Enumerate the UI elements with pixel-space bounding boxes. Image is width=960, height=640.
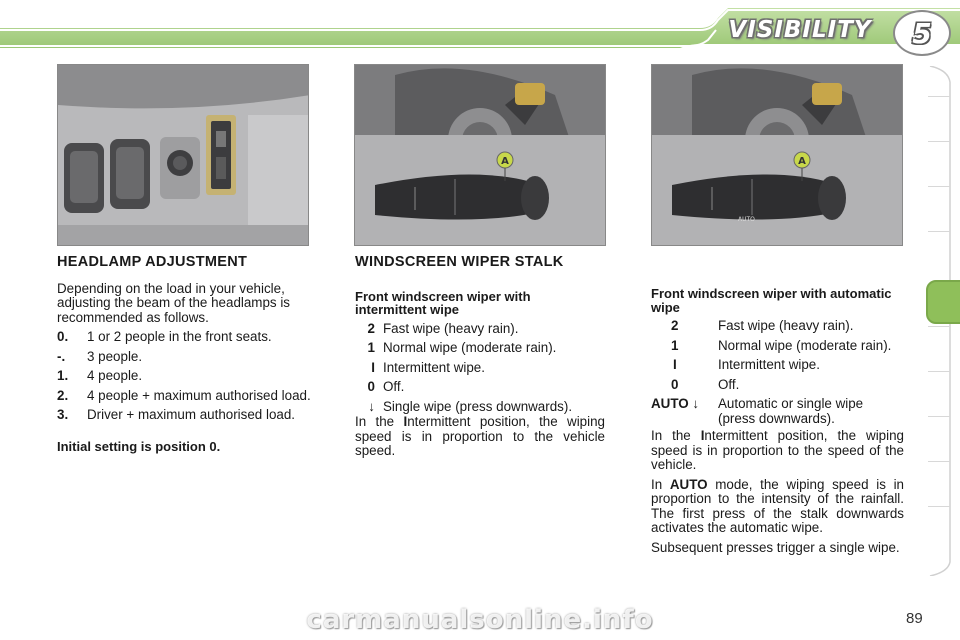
list-item (57, 389, 311, 404)
list-item (355, 322, 605, 337)
callout-label: A (798, 156, 806, 167)
headlamp-positions-list (57, 330, 311, 423)
list-item (355, 380, 605, 395)
wiper-automatic-list (651, 319, 904, 426)
setting-key: 2 (671, 318, 679, 333)
setting-key: 0 (367, 379, 375, 394)
list-item (355, 341, 605, 356)
chapter-title: VISIBILITY (728, 17, 872, 43)
wiper-intermittent-section (355, 255, 605, 459)
chapter-header (0, 0, 960, 58)
list-item (57, 369, 311, 384)
tab-divider (928, 371, 950, 372)
position-text: 1 or 2 people in the front seats. (87, 329, 272, 344)
wiper-intermittent-list (355, 322, 605, 415)
position-key: -. (57, 348, 66, 364)
setting-text: Fast wipe (heavy rain). (718, 318, 854, 333)
note-bold: AUTO (669, 476, 708, 492)
note-rest: mode, the wiping speed is in proportion to the intensity of the rainfall. The first press of the stalk downwards activates the automatic wipe. (651, 476, 905, 535)
position-text: Driver + maximum authorised load. (87, 407, 296, 422)
setting-text: Single wipe (press downwards). (383, 398, 573, 414)
list-item (57, 408, 311, 423)
stalk-auto-label: AUTO (738, 216, 755, 223)
wiper-automatic-subtitle: Front windscreen wiper with automatic wipe (651, 286, 892, 315)
note-rest: ntermittent position, the wiping speed is in proportion to the vehicle speed. (355, 414, 605, 458)
tab-divider (928, 461, 950, 462)
position-text: 3 people. (87, 348, 143, 364)
chapter-number-badge (893, 10, 951, 56)
tab-divider (928, 506, 950, 507)
wiper-intermittent-note (355, 415, 605, 459)
note-rest: ntermittent position, the wiping speed is in proportion to the speed of the vehicle. (651, 428, 904, 472)
tab-visibility-active[interactable] (926, 280, 960, 324)
wiper-title: WINDSCREEN WIPER STALK (355, 254, 564, 270)
wiper-automatic-section (651, 287, 904, 555)
headlamp-title: HEADLAMP ADJUSTMENT (57, 254, 248, 270)
position-text: 4 people. (87, 368, 143, 383)
page-number: 89 (906, 610, 923, 627)
setting-text: Off. (383, 379, 405, 394)
list-item (651, 397, 904, 426)
wiper-stalk-automatic-photo (651, 64, 903, 246)
setting-text: Off. (718, 376, 740, 392)
auto-down-arrow-key: AUTO ↓ (651, 396, 700, 411)
setting-text: Intermittent wipe. (383, 359, 485, 375)
chapter-number: 5 (912, 16, 932, 50)
wiper-stalk-intermittent-photo (354, 64, 606, 246)
setting-text: Normal wipe (moderate rain). (718, 337, 892, 353)
callout-label: A (501, 156, 509, 167)
position-key: 1. (57, 368, 69, 383)
setting-key: 0 (671, 376, 679, 392)
headlamp-intro: Depending on the load in your vehicle, adjusting the beam of the headlamps is recommended as follows. (57, 280, 290, 325)
position-text: 4 people + maximum authorised load. (87, 387, 311, 403)
note-bold: I (403, 414, 408, 429)
list-item (57, 350, 311, 365)
note-prefix: In the (355, 414, 404, 429)
list-item (651, 378, 904, 393)
list-item (57, 330, 311, 345)
single-wipe-down-arrow-icon: ↓ (368, 398, 375, 414)
list-item (651, 358, 904, 373)
setting-key: 2 (367, 320, 375, 336)
setting-text: Fast wipe (heavy rain). (383, 320, 519, 336)
list-item (355, 400, 605, 415)
setting-key: 1 (367, 340, 375, 355)
setting-key: I (673, 357, 677, 372)
headlamp-section (57, 255, 311, 454)
setting-key: 1 (671, 337, 679, 353)
tab-divider (928, 326, 950, 327)
position-key: 2. (57, 387, 69, 403)
setting-text: Normal wipe (moderate rain). (383, 340, 557, 355)
position-key: 3. (57, 407, 69, 422)
note-prefix: In the (651, 428, 701, 443)
tab-divider (928, 186, 950, 187)
setting-text: Intermittent wipe. (718, 357, 820, 372)
tab-divider (928, 141, 950, 142)
position-key: 0. (57, 329, 69, 344)
wiper-automatic-note-2 (651, 478, 904, 536)
tab-divider (928, 96, 950, 97)
wiper-intermittent-subtitle: Front windscreen wiper with intermittent wipe (355, 288, 531, 317)
note-prefix: In (651, 476, 670, 492)
wiper-automatic-note-1 (651, 429, 904, 473)
list-item (651, 319, 904, 334)
watermark: carmanualsonline.info (306, 605, 654, 635)
wiper-automatic-note-3: Subsequent presses trigger a single wipe. (651, 539, 900, 555)
list-item (651, 339, 904, 354)
headlamp-control-photo (57, 64, 309, 246)
setting-text: Automatic or single wipe (press downwards). (718, 396, 864, 426)
headlamp-initial-setting: Initial setting is position 0. (57, 438, 221, 454)
tab-divider (928, 231, 950, 232)
list-item (355, 361, 605, 376)
tab-divider (928, 416, 950, 417)
note-bold: I (700, 428, 705, 443)
setting-key: I (371, 359, 375, 375)
